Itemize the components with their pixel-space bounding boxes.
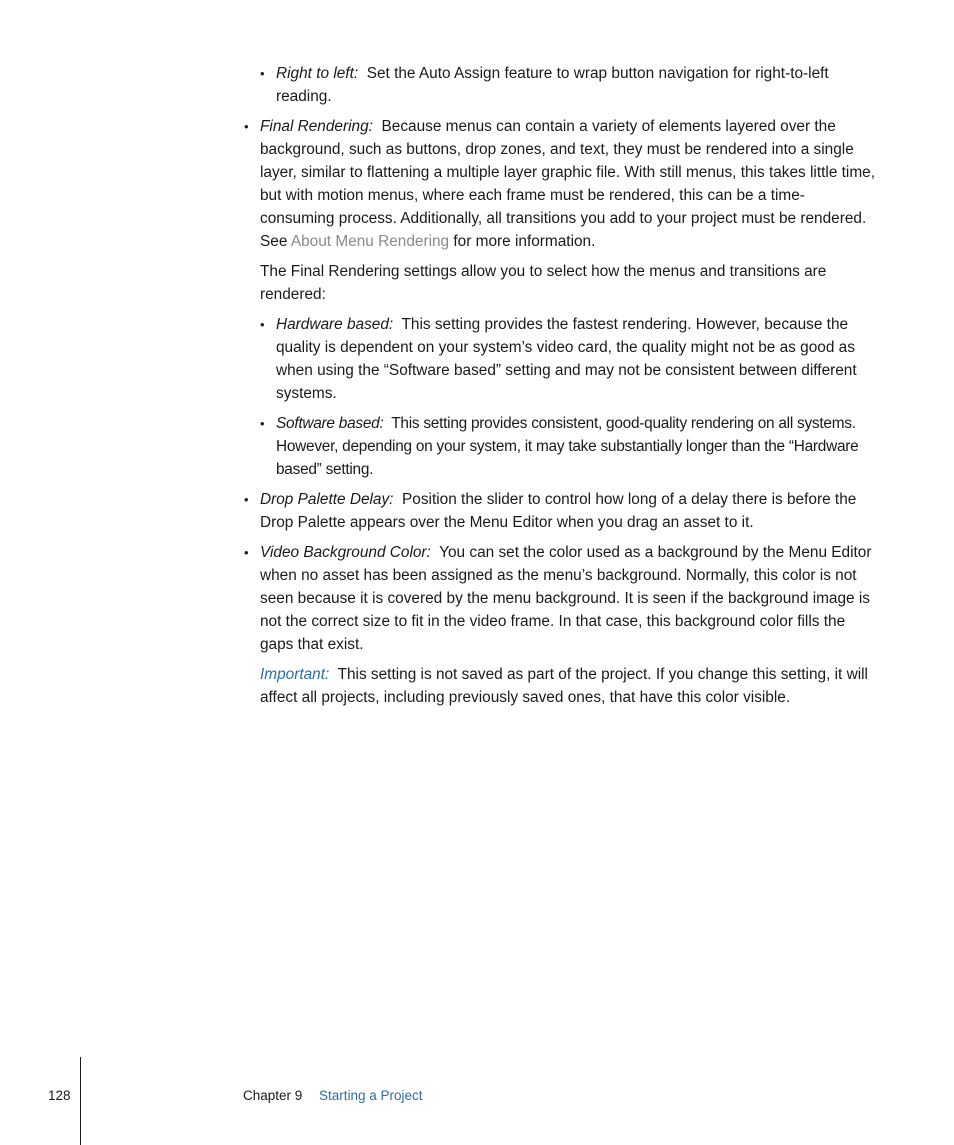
bullet-rtl: • — [260, 66, 265, 81]
important-text: This setting is not saved as part of the project. If you change this setting, it will affect all projects, including previously saved ones, that have this color visible. — [260, 666, 868, 706]
item-hardware-based — [276, 313, 876, 405]
bullet-drop-palette: • — [244, 492, 249, 507]
term-drop-palette-delay: Drop Palette Delay: — [260, 491, 394, 508]
term-final-rendering: Final Rendering: — [260, 118, 373, 135]
page-number: 128 — [48, 1088, 71, 1103]
term-software-based: Software based: — [276, 415, 384, 432]
footer-divider — [80, 1057, 81, 1145]
final-rendering-settings-paragraph: The Final Rendering settings allow you to select how the menus and transitions are rendered: — [260, 263, 827, 303]
bullet-hardware: • — [260, 317, 265, 332]
item-right-to-left — [276, 62, 876, 108]
bullet-software: • — [260, 416, 265, 431]
term-video-background-color: Video Background Color: — [260, 544, 431, 561]
bullet-final-rendering: • — [244, 119, 249, 134]
text-final-rendering-end: for more information. — [453, 233, 596, 250]
item-software-based — [276, 412, 880, 481]
text-final-rendering: Because menus can contain a variety of elements layered over the background, such as buttons, drop zones, and text, they must be rendered into a single layer, similar to flattening a multiple layer graphic file. With still menus, this takes little time, but with motion menus, where each frame must be rendered, this can be a time-consuming process. Additionally, all transitions you add to your project must be rendered. See — [260, 118, 876, 250]
item-video-background-color — [260, 541, 878, 656]
text-drop-palette-delay: Position the slider to control how long of a delay there is before the Drop Palette appears over the Menu Editor when you drag an asset to it. — [260, 491, 857, 531]
item-final-rendering — [260, 115, 876, 253]
chapter-title-link[interactable]: Starting a Project — [319, 1088, 423, 1103]
bullet-video-bg: • — [244, 545, 249, 560]
term-right-to-left: Right to left: — [276, 65, 359, 82]
chapter-label: Chapter 9 — [243, 1088, 303, 1103]
important-note — [260, 663, 876, 709]
important-label: Important: — [260, 666, 330, 683]
term-hardware-based: Hardware based: — [276, 316, 394, 333]
text-right-to-left: Set the Auto Assign feature to wrap button navigation for right-to-left reading. — [276, 65, 829, 105]
text-software-based: This setting provides consistent, good-quality rendering on all systems. However, depending on your system, it may take substantially longer than the “Hardware based” setting. — [276, 415, 859, 478]
text-video-background-color: You can set the color used as a background by the Menu Editor when no asset has been assigned as the menu’s background. Normally, this color is not seen because it is covered by the menu background. It is seen if the background image is not the correct size to fit in the video frame. In that case, this background color fills the gaps that exist. — [260, 544, 872, 653]
link-about-menu-rendering[interactable]: About Menu Rendering — [290, 233, 450, 250]
text-hardware-based: This setting provides the fastest rendering. However, because the quality is dependent on your system’s video card, the quality might not be as good as when using the “Software based” setting and may not be consistent between different systems. — [276, 316, 857, 402]
item-drop-palette-delay — [260, 488, 866, 534]
